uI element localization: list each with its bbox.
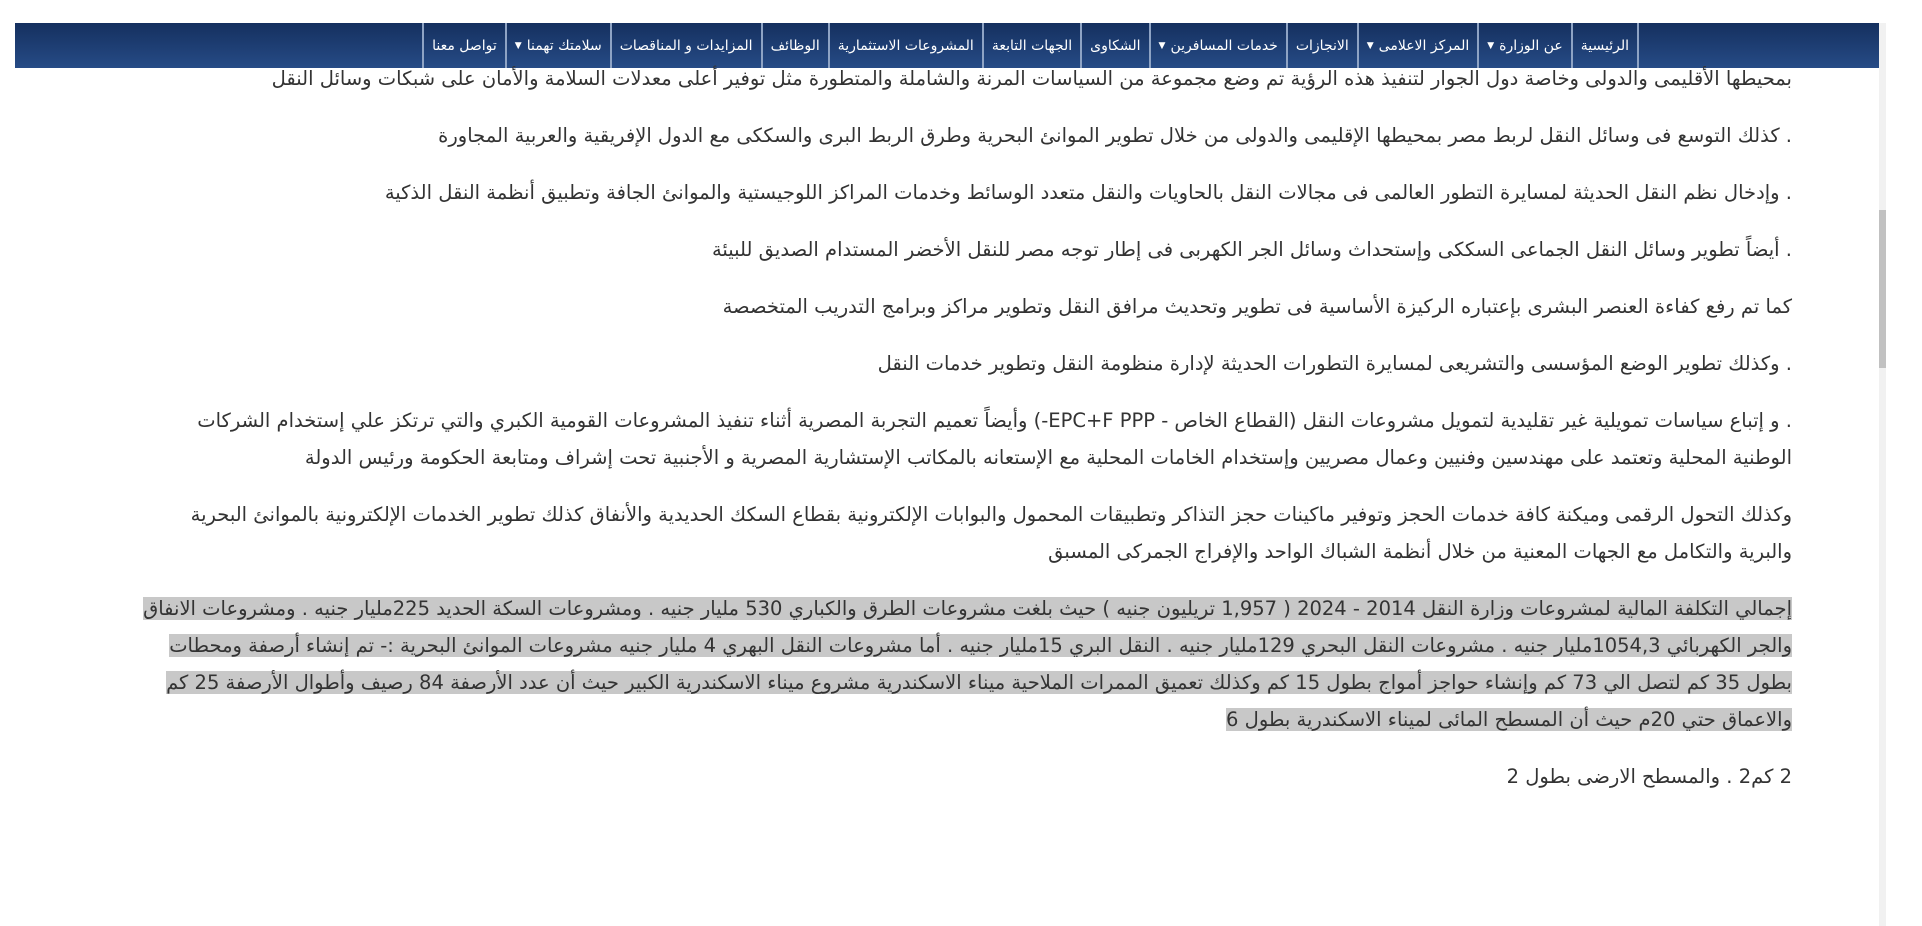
caret-down-icon: ▼ xyxy=(1366,40,1374,51)
nav-item-label: الانجازات xyxy=(1295,37,1349,54)
nav-item-label: المركز الاعلامى xyxy=(1378,37,1470,54)
nav-item-label: الجهات التابعة xyxy=(991,37,1073,54)
paragraph: . وإدخال نظم النقل الحديثة لمسايرة التطور العالمى فى مجالات النقل بالحاويات والنقل متعدد الوسائط وخدمات المراكز اللوجيستية والموانئ الجافة وتطبيق أنظمة النقل الذكية xyxy=(384,181,1792,204)
nav-item-label: تواصل معنا xyxy=(432,37,497,54)
caret-down-icon: ▼ xyxy=(1487,40,1495,51)
scrollbar-thumb[interactable] xyxy=(1879,210,1886,368)
paragraph: وكذلك التحول الرقمى وميكنة كافة خدمات الحجز وتوفير ماكينات حجز التذاكر وتطبيقات المحمول والبوابات الإلكترونية بقطاع السكك الحديدية والأنفاق كذلك تطوير الخدمات الإلكترونية بالموانئ البحرية والبرية والتكامل مع الجهات المعنية من خلال أنظمة الشباك الواحد والإفراج الجمركى المسبق xyxy=(190,503,1792,563)
paragraph: 2 كم2 . والمسطح الارضى بطول 2 xyxy=(1506,765,1792,788)
paragraph: بمحيطها الأقليمى والدولى وخاصة دول الجوار لتنفيذ هذه الرؤية تم وضع مجموعة من السياسات المرنة والشاملة والمتطورة مثل توفير أعلى معدلات السلامة والأمان على شبكات وسائل النقل xyxy=(271,67,1792,90)
article-content xyxy=(141,60,1792,815)
nav-item-label: سلامتك تهمنا xyxy=(526,37,602,54)
scrollbar[interactable] xyxy=(1879,23,1886,926)
caret-down-icon: ▼ xyxy=(514,40,522,51)
nav-item-label: الوظائف xyxy=(770,37,820,54)
nav-item-label: الرئيسية xyxy=(1580,37,1629,54)
paragraph: . و إتباع سياسات تمويلية غير تقليدية لتمويل مشروعات النقل (القطاع الخاص - EPC+F PPP-) وأيضاً تعميم التجربة المصرية أثناء تنفيذ المشروعات القومية الكبري والتي ترتكز علي إستخدام الشركات الوطنية المحلية وتعتمد على مهندسين وفنيين وعمال مصريين وإستخدام الخامات المحلية مع الإستعانه بالمكاتب الإستشارية المصرية و الأجنبية تحت إشراف ومتابعة الحكومة ورئيس الدولة xyxy=(197,409,1792,469)
nav-item-label: المشروعات الاستثمارية xyxy=(837,37,974,54)
highlighted-paragraph xyxy=(141,590,1792,738)
paragraph: . وكذلك تطوير الوضع المؤسسى والتشريعى لمسايرة التطورات الحديثة لإدارة منظومة النقل وتطوير خدمات النقل xyxy=(877,352,1792,375)
nav-item-label: عن الوزارة xyxy=(1499,37,1563,54)
paragraph: كما تم رفع كفاءة العنصر البشرى بإعتباره الركيزة الأساسية فى تطوير وتحديث مرافق النقل وتطوير مراكز وبرامج التدريب المتخصصة xyxy=(722,295,1792,318)
paragraph: . أيضاً تطوير وسائل النقل الجماعى السككى وإستحداث وسائل الجر الكهربى فى إطار توجه مصر للنقل الأخضر المستدام الصديق للبيئة xyxy=(711,238,1792,261)
nav-item-label: المزايدات و المناقصات xyxy=(619,37,753,54)
caret-down-icon: ▼ xyxy=(1158,40,1166,51)
paragraph: . كذلك التوسع فى وسائل النقل لربط مصر بمحيطها الإقليمى والدولى من خلال تطوير الموانئ البحرية وطرق الربط البرى والسككى مع الدول الإفريقية والعربية المجاورة xyxy=(438,124,1792,147)
nav-item-label: خدمات المسافرين xyxy=(1170,37,1278,54)
selected-text: إجمالي التكلفة المالية لمشروعات وزارة النقل 2014 - 2024 ( 1,957 تريليون جنيه ) حيث بلغت مشروعات الطرق والكباري 530 مليار جنيه . ومشروعات السكة الحديد 225مليار جنيه . ومشروعات الانفاق والجر الكهربائي 1054,3مليار جنيه . مشروعات النقل البحري 129مليار جنيه . النقل البري 15مليار جنيه . أما مشروعات النقل البهري 4 مليار جنيه مشروعات الموانئ البحرية :- تم إنشاء أرصفة ومحطات بطول 35 كم لتصل الي 73 كم وإنشاء حواجز أمواج بطول 15 كم وكذلك تعميق الممرات الملاحية ميناء الاسكندرية مشروع ميناء الاسكندرية الكبير حيث أن عدد الأرصفة 84 رصيف وأطوال الأرصفة 25 كم والاعماق حتي 20م حيث أن المسطح المائى لميناء الاسكندرية بطول 6 xyxy=(143,597,1792,731)
nav-item-label: الشكاوى xyxy=(1090,37,1141,54)
